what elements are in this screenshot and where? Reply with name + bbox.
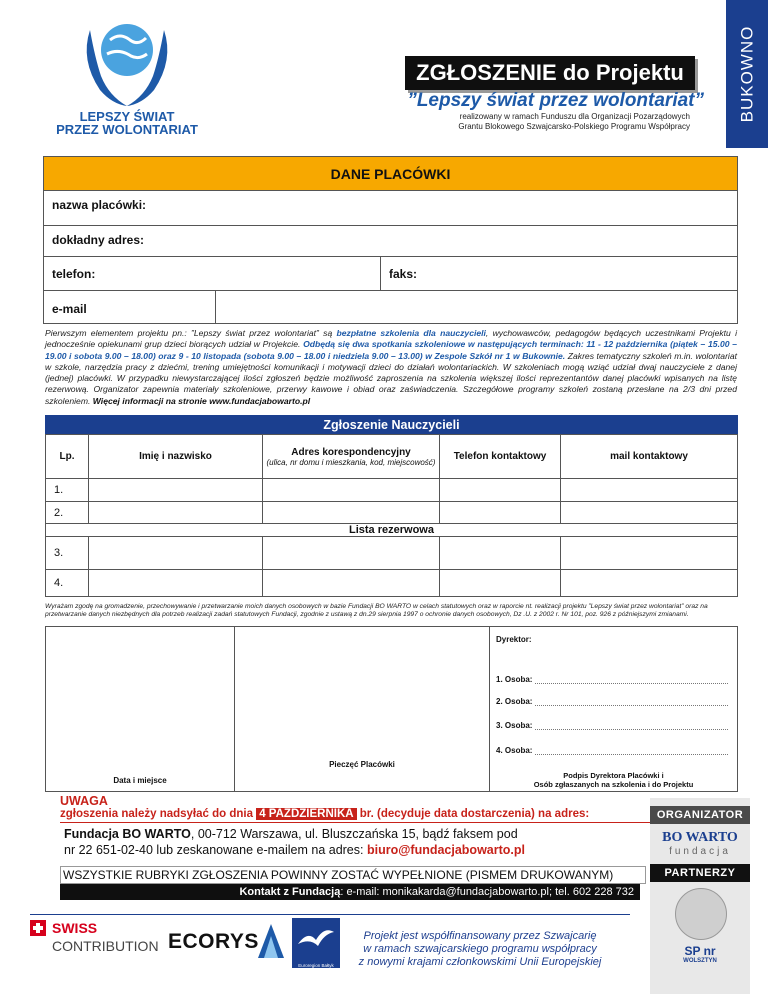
- swiss-text: SWISS: [52, 920, 98, 936]
- deadline-post: br. (decyduje data dostarczenia) na adres:: [356, 808, 590, 820]
- row-1-mail[interactable]: [560, 478, 738, 502]
- teacher-row-2: [45, 501, 89, 524]
- row-3-phone[interactable]: [439, 536, 561, 570]
- funding-line2: Grantu Blokowego Szwajcarsko-Polskiego Programu Współpracy: [458, 122, 690, 131]
- address-field[interactable]: [43, 225, 738, 257]
- contribution-text: CONTRIBUTION: [52, 938, 159, 954]
- wolsztyn-text: WOLSZTYN: [683, 958, 717, 964]
- row-3-address[interactable]: [262, 536, 440, 570]
- date-place-label: Data i miejsce: [113, 776, 167, 785]
- row-1-phone[interactable]: [439, 478, 561, 502]
- bowarto-logo: [650, 830, 750, 857]
- col-mail-label: mail kontaktowy: [610, 451, 688, 462]
- baltic-logo: [292, 918, 340, 968]
- teacher-row-1: [45, 478, 89, 502]
- row-4-mail[interactable]: [560, 569, 738, 597]
- stamp-box[interactable]: [234, 626, 490, 792]
- person-3-dots: [535, 721, 728, 730]
- logo-line1: LEPSZY ŚWIAT: [79, 109, 175, 124]
- ecorys-logo: ECORYS: [168, 930, 259, 953]
- org-email-link[interactable]: biuro@fundacjabowarto.pl: [366, 843, 525, 857]
- info-p3: Zakres tematyczny szkoleń m.in. wolontariat w szkole, narzędzia pracy z dziećmi, trening umiejętności komunikacji i motywacji dzieci do działań wolontariackich. W szkoleniach mogą wziąć udział dwaj nauczyciele z danej (jednej) placówki. W przypadku niewystarczającej ilości zgłoszeń będzie możliwość zaproszenia na szkolenia większej ilości reprezentantów danej placówki wpisanych na listę rezerwową. Organizator zapewnia materiały szkoleniowe, przerwy kawowe i obiad oraz zaświadczenia. Szczegółowe programy szkoleń zostaną przesłane na 2/3 dni przed szkoleniem.: [45, 350, 738, 406]
- fax-line: nr 22 651-02-40 lub zeskanowane e-mailem na adres:: [64, 843, 367, 857]
- org-name: Fundacja BO WARTO: [64, 827, 191, 841]
- row-2-mail[interactable]: [560, 501, 738, 524]
- contact-text: : e-mail: monikakarda@fundacjabowarto.pl; tel. 602 228 732: [340, 886, 634, 898]
- side-tab: [726, 0, 768, 148]
- row-4-address[interactable]: [262, 569, 440, 597]
- row-1-address[interactable]: [262, 478, 440, 502]
- person-3-line[interactable]: [496, 721, 728, 730]
- institution-name-field[interactable]: [43, 190, 738, 226]
- person-4-dots: [535, 746, 728, 755]
- project-subtitle: ”Lepszy świat przez wolontariat”: [407, 90, 704, 111]
- reserve-list-label: [45, 523, 738, 537]
- reserve-label-text: Lista rezerwowa: [349, 524, 434, 536]
- cofunding-note: [340, 930, 620, 969]
- fax-label: faks:: [389, 267, 418, 281]
- institution-name-label: nazwa placówki:: [52, 198, 147, 212]
- sign-caption: [490, 771, 737, 789]
- col-phone-label: Telefon kontaktowy: [453, 451, 547, 462]
- cofund-line3: z nowymi krajami członkowskimi Unii Europejskiej: [358, 956, 602, 968]
- person-1-label: 1. Osoba:: [496, 675, 533, 684]
- institution-header: [43, 156, 738, 191]
- swiss-contribution-logo: [30, 920, 159, 954]
- deadline-pre: zgłoszenia należy nadsyłać do dnia: [60, 808, 257, 820]
- row-1-num: 1.: [54, 484, 64, 496]
- teachers-header: Zgłoszenie Nauczycieli: [45, 415, 738, 435]
- person-4-line[interactable]: [496, 746, 728, 755]
- info-p1-bold: bezpłatne szkolenia dla nauczycieli: [336, 328, 486, 338]
- foundation-address: [64, 826, 664, 858]
- phone-field[interactable]: [43, 256, 381, 291]
- col-mail: [560, 434, 738, 479]
- row-3-mail[interactable]: [560, 536, 738, 570]
- info-p2: , wychowawców, pedagogów będących uczestnikami Projektu i jednocześnie opiekunami grup dzieci biorących udział w Projekcie.: [45, 328, 737, 350]
- col-address: [262, 434, 440, 479]
- signatures-box: [489, 626, 738, 792]
- address-label: dokładny adres:: [52, 233, 145, 247]
- info-p3-bold: Więcej informacji na stronie www.fundacjabowarto.pl: [92, 395, 311, 406]
- bird-icon: [292, 918, 340, 958]
- baltic-text: Euroregion Bałtyk: [298, 963, 334, 968]
- person-1-line[interactable]: [496, 675, 728, 684]
- email-field[interactable]: [215, 290, 738, 324]
- row-2-phone[interactable]: [439, 501, 561, 524]
- partners-header: PARTNERZY: [650, 864, 750, 882]
- person-4-label: 4. Osoba:: [496, 746, 533, 755]
- row-3-num: 3.: [54, 547, 64, 559]
- row-2-name[interactable]: [88, 501, 263, 524]
- contact-label: Kontakt z Fundacją: [239, 886, 341, 898]
- row-2-num: 2.: [54, 506, 64, 519]
- sign-caption-2: Osób zgłaszanych na szkolenia i do Projektu: [533, 780, 694, 789]
- organizer-header: ORGANIZATOR: [650, 806, 750, 824]
- date-place-box[interactable]: [45, 626, 235, 792]
- col-name-label: Imię i nazwisko: [139, 451, 212, 462]
- person-1-dots: [535, 675, 728, 684]
- info-paragraph: [45, 328, 737, 407]
- col-phone: [439, 434, 561, 479]
- person-2-dots: [535, 697, 728, 706]
- institution-title: DANE PLACÓWKI: [330, 165, 451, 182]
- person-3-label: 3. Osoba:: [496, 721, 533, 730]
- bowarto-text: BO WARTO: [662, 830, 738, 845]
- row-4-name[interactable]: [88, 569, 263, 597]
- ecorys-triangle-icon: [256, 922, 286, 960]
- info-p2-bold: Odbędą się dwa spotkania szkoleniowe w następujących terminach: 11 - 12 października (piątek – 15.00 – 19.00 i sobota 9.00 – 18.00) oraz 9 - 10 listopada (sobota 9.00 – 18.00 i niedziela 9.00 – 13.00) w Zespole Szkół nr 1 w Bukownie.: [45, 339, 737, 361]
- fundacja-text: fundacja: [669, 846, 731, 857]
- logo-line2: PRZEZ WOLONTARIAT: [56, 122, 198, 137]
- deadline-date: 4 PAŹDZIERNIKA: [256, 808, 356, 820]
- email-label: e-mail: [52, 302, 87, 316]
- phone-label: telefon:: [52, 267, 96, 281]
- consent-text: Wyrażam zgodę na gromadzenie, przechowywanie i przetwarzanie moich danych osobowych w bazie Fundacji BO WARTO w celach statutowych oraz w raporcie nt. realizacji projektu ”Lepszy świat przez wolontariat” oraz na przetwarzanie danych niezbędnych dla potrzeb realizacji zadań statutowych Fundacji, zgodnie z ustawą z dn.29 sierpnia 1997 o ochronie danych osobowych, Dz .U. z 2002 r. Nr 101, poz. 926 z późniejszymi zmianami.: [45, 603, 708, 618]
- contact-bar: [60, 884, 640, 900]
- email-label-cell: [43, 290, 216, 324]
- fax-field[interactable]: [380, 256, 738, 291]
- person-2-line[interactable]: [496, 697, 728, 706]
- deadline-line: [60, 808, 670, 823]
- side-tab-label: BUKOWNO: [737, 25, 757, 123]
- stamp-label: Pieczęć Placówki: [329, 760, 395, 769]
- col-address-hint: (ulica, nr domu i mieszkania, kod, miejscowość): [266, 457, 436, 467]
- cofund-line2: w ramach szwajcarskiego programu współpracy: [363, 943, 597, 955]
- funding-note: [390, 112, 690, 132]
- sign-caption-1: Podpis Dyrektora Placówki i: [563, 771, 664, 780]
- info-p1: Pierwszym elementem projektu pn.: ”Lepszy świat przez wolontariat” są: [45, 328, 337, 338]
- teacher-row-4: [45, 569, 89, 597]
- org-address: , 00-712 Warszawa, ul. Bluszczańska 15, bądź faksem pod: [190, 827, 518, 841]
- footer-divider: [30, 914, 630, 915]
- col-lp-label: Lp.: [59, 451, 75, 462]
- uwaga-heading: UWAGA: [60, 794, 108, 808]
- row-4-phone[interactable]: [439, 569, 561, 597]
- cofund-line1: Projekt jest współfinansowany przez Szwajcarię: [363, 930, 597, 942]
- funding-line1: realizowany w ramach Funduszu dla Organizacji Pozarządowych: [459, 112, 690, 121]
- sp-wolsztyn-logo: [660, 944, 740, 964]
- sp-text: SP nr: [684, 944, 716, 958]
- col-address-label: Adres korespondencyjny: [291, 446, 411, 458]
- person-2-label: 2. Osoba:: [496, 697, 533, 706]
- form-title: ZGŁOSZENIE do Projektu: [405, 56, 695, 90]
- col-name: [88, 434, 263, 479]
- row-4-num: 4.: [54, 577, 64, 589]
- swiss-flag-icon: [30, 920, 46, 936]
- partner-seal-icon: [675, 888, 727, 940]
- director-label: Dyrektor:: [496, 635, 532, 644]
- teacher-row-3: [45, 536, 89, 570]
- row-1-name[interactable]: [88, 478, 263, 502]
- row-3-name[interactable]: [88, 536, 263, 570]
- col-lp: [45, 434, 89, 479]
- fill-note: WSZYSTKIE RUBRYKI ZGŁOSZENIA POWINNY ZOSTAĆ WYPEŁNIONE (PISMEM DRUKOWANYM): [60, 866, 646, 884]
- row-2-address[interactable]: [262, 501, 440, 524]
- logo-text: [52, 110, 202, 136]
